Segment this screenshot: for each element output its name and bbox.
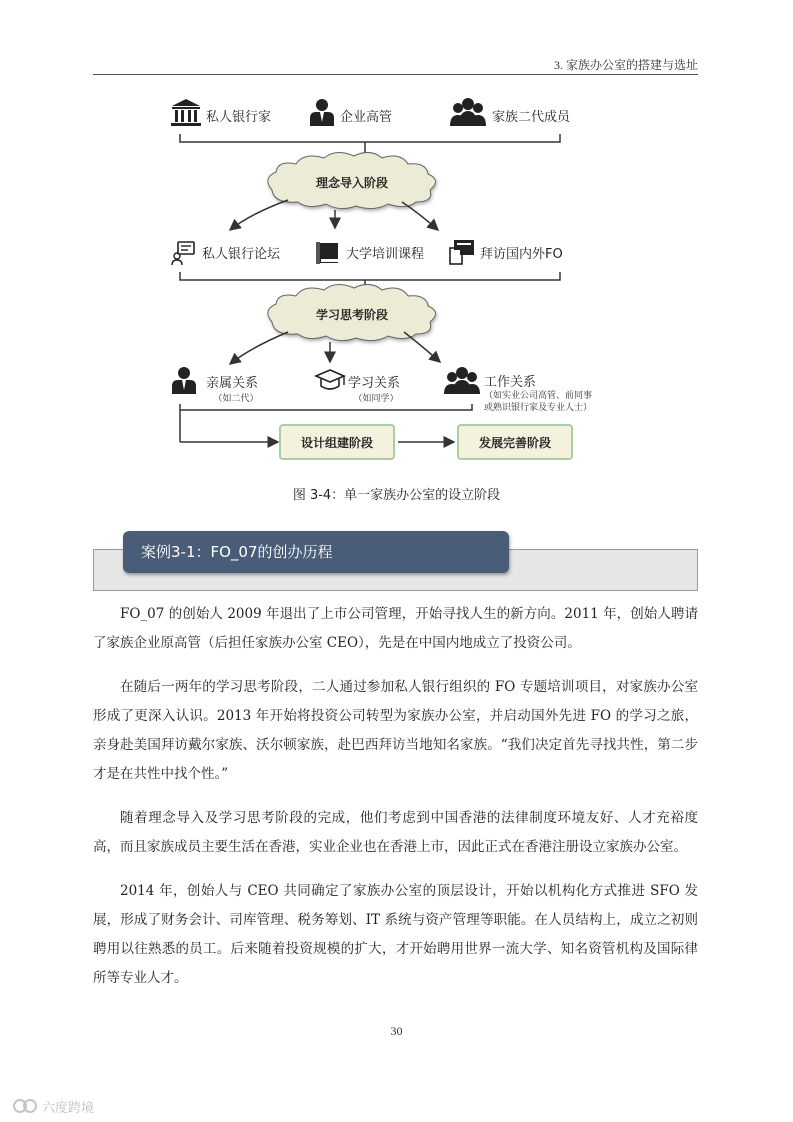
rel-node-work: 工作关系 [484, 375, 537, 390]
rel-node-work-sub1: （如实业公司高管、前同事 [483, 391, 593, 401]
top-bracket [180, 134, 560, 142]
mid-node-visit: 拜访国内外FO [480, 247, 563, 262]
stage1-label: 理念导入阶段 [315, 176, 389, 190]
stage-diagram [150, 90, 620, 470]
graduation-cap-icon [316, 370, 344, 389]
rel-node-work-sub2: 或熟识银行家及专业人士） [483, 403, 593, 413]
book-icon [316, 242, 338, 264]
watermark [12, 1096, 122, 1116]
arrow-mid-right [402, 202, 438, 230]
top-node-executive: 企业高管 [340, 110, 393, 125]
running-header [93, 56, 698, 75]
diagram-svg [150, 90, 620, 470]
stage4-label: 发展完善阶段 [478, 436, 552, 450]
paragraph-3: 随着理念导入及学习思考阶段的完成，他们考虑到中国香港的法律制度环境友好、人才充裕度高，而且家族成员主要生活在香港，实业企业也在香港上市，因此正式在香港注册设立家族办公室。 [93, 810, 698, 855]
figure-caption: 图 3-4：单一家族办公室的设立阶段 [292, 488, 501, 503]
case-body [93, 600, 698, 1008]
rel-node-study-sub: （如同学） [353, 394, 399, 404]
case-title: 案例3-1：FO_07的创办历程 [123, 531, 509, 573]
stage2-label: 学习思考阶段 [315, 308, 389, 322]
mid-node-forum: 私人银行论坛 [202, 247, 281, 262]
page-number: 30 [390, 1024, 403, 1038]
paragraph-4: 2014 年，创始人与 CEO 共同确定了家族办公室的顶层设计，开始以机构化方式推进 SFO 发展，形成了财务会计、司库管理、税务筹划、IT 系统与资产管理等职能。在人员结构上，成立之初则聘用以往熟悉的员工。后来随着投资规模的扩大，才开始聘用世界一流大学、知名资管机构及国际律所等专业人才。 [93, 883, 698, 986]
arrow-mid-left [230, 200, 288, 230]
watermark-text: 六度跨境 [42, 1100, 95, 1116]
group-icon [450, 98, 486, 126]
chapter-title: 3. 家族办公室的搭建与选址 [553, 58, 698, 72]
mid-bracket [180, 272, 560, 280]
stage3-label: 设计组建阶段 [300, 436, 374, 450]
rel-node-kinship: 亲属关系 [206, 376, 259, 391]
bank-icon [171, 99, 201, 126]
work-group-icon [444, 367, 480, 394]
paragraph-1: FO_07 的创始人 2009 年退出了上市公司管理，开始寻找人生的新方向。2011 年，创始人聘请了家族企业原高管（后担任家族办公室 CEO），先是在中国内地成立了投资公司。 [93, 606, 698, 651]
rel-node-study: 学习关系 [348, 376, 401, 391]
mid-node-university: 大学培训课程 [346, 247, 425, 262]
top-node-second-gen: 家族二代成员 [492, 110, 571, 125]
paragraph-2: 在随后一两年的学习思考阶段，二人通过参加私人银行组织的 FO 专题培训项目，对家族办公室形成了更深入认识。2013 年开始将投资公司转型为家族办公室，并启动国外先进 FO 的学习之旅，亲身赴美国拜访戴尔家族、沃尔顿家族，赴巴西拜访当地知名家族。“我们决定首先寻找共性，第二步才是在共性中找个性。” [93, 679, 698, 782]
kinship-icon [172, 367, 196, 394]
executive-icon [310, 99, 334, 126]
arrow-rel-left [230, 332, 288, 364]
watermark-logo-icon [12, 1098, 38, 1114]
rel-node-kinship-sub: （如二代） [213, 394, 259, 404]
forum-icon [172, 242, 194, 265]
arrow-rel-right [404, 332, 440, 362]
rel-bracket [180, 404, 472, 410]
top-node-private-banker: 私人银行家 [206, 110, 272, 125]
visit-icon [450, 240, 474, 264]
